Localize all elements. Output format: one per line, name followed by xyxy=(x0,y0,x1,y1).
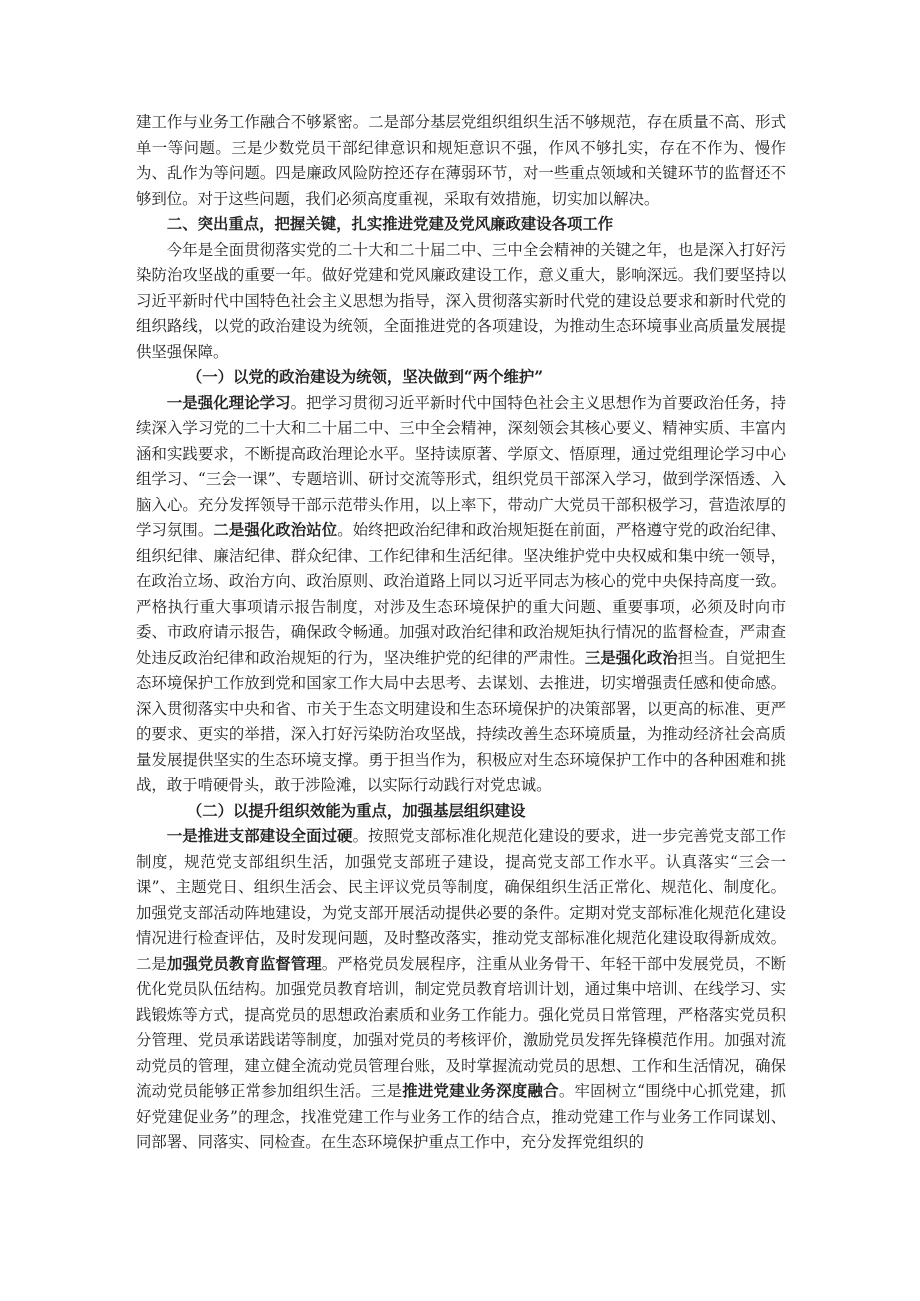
text-run: （二）以提升组织效能为重点，加强基层组织建设 xyxy=(186,801,526,820)
text-run: 担当。自觉把生态环境保护工作放到党和国家工作大局中去思考、去谋划、去推进，切实增强责任感和使命感。深入贯彻落实中央和省、市关于生态文明建设和生态环境保护的决策部署，以更高的标准、更严的要求、更实的举措，深入打好污染防治攻坚战，持续改善生态环境质量，为推动经济社会高质量发展提供坚实的生态环境支撑。勇于担当作为，积极应对生态环境保护工作中的各种困难和挑战，敢于啃硬骨头，敢于涉险滩，以实际行动践行对党忠诚。 xyxy=(136,648,786,794)
bold-phrase: 二是强化政治站位 xyxy=(213,521,338,539)
text-run: 。牢固树立“围绕中心抓党建，抓好党建促业务”的理念，找准党建工作与业务工作的结合点，推动党建工作与业务工作同谋划、同部署、同落实、同检查。在生态环境保护重点工作中，充分发挥党组织的 xyxy=(136,1082,786,1151)
text-run: 建工作与业务工作融合不够紧密。二是部分基层党组织组织生活不够规范，存在质量不高、形式单一等问题。三是少数党员干部纪律意识和规矩意识不强，作风不够扎实，存在不作为、慢作为、乱作为等问题。四是廉政风险防控还存在薄弱环节，对一些重点领域和关键环节的监督还不够到位。对于这些问题，我们必须高度重视，采取有效措施，切实加以解决。 xyxy=(136,113,786,208)
body-paragraph xyxy=(136,238,786,366)
document-page xyxy=(136,110,786,1156)
text-run: 。始终把政治纪律和政治规矩挺在前面，严格遵守党的政治纪律、组织纪律、廉洁纪律、群众纪律、工作纪律和生活纪律。坚决维护党中央权威和集中统一领导，在政治立场、政治方向、政治原则、政治道路上同以习近平同志为核心的党中央保持高度一致。严格执行重大事项请示报告制度，对涉及生态环境保护的重大问题、重要事项，必须及时向市委、市政府请示报告，确保政令畅通。加强对政治纪律和政治规矩执行情况的监督检查，严肃查处违反政治纪律和政治规矩的行为，坚决维护党的纪律的严肃性。 xyxy=(136,521,786,667)
bold-phrase: 三是强化政治 xyxy=(584,648,678,667)
section-heading xyxy=(136,212,786,238)
subsection-heading xyxy=(136,799,786,825)
text-run: （一）以党的政治建设为统领，坚决做到“两个维护” xyxy=(186,368,544,386)
bold-phrase: 加强党员教育监督管理 xyxy=(166,954,322,973)
text-run: 今年是全面贯彻落实党的二十大和二十届二中、三中全会精神的关键之年，也是深入打好污染防治攻坚战的重要一年。做好党建和党风廉政建设工作，意义重大，影响深远。我们要坚持以习近平新时代中国特色社会主义思想为指导，深入贯彻落实新时代党的建设总要求和新时代党的组织路线，以党的政治建设为统领，全面推进党的各项建设，为推动生态环境事业高质量发展提供坚强保障。 xyxy=(136,240,786,361)
bold-phrase: 一是推进支部建设全面过硬 xyxy=(166,827,353,845)
subsection-heading xyxy=(136,365,786,391)
bold-phrase: 一是强化理论学习 xyxy=(166,393,291,412)
bold-phrase: 推进党建业务深度融合 xyxy=(402,1082,559,1100)
text-run: 。严格党员发展程序，注重从业务骨干、年轻干部中发展党员，不断优化党员队伍结构。加强党员教育培训，制定党员教育培训计划，通过集中培训、在线学习、实践锻炼等方式，提高党员的思想政治素质和业务工作能力。强化党员日常管理，严格落实党员积分管理、党员承诺践诺等制度，加强对党员的考核评价，激励党员发挥先锋模范作用。加强对流动党员的管理，建立健全流动党员管理台账，及时掌握流动党员的思想、工作和生活情况，确保流动党员能够正常参加组织生活。三是 xyxy=(136,954,786,1100)
body-paragraph xyxy=(136,391,786,799)
text-run: 。按照党支部标准化规范化建设的要求，进一步完善党支部工作制度，规范党支部组织生活，加强党支部班子建设，提高党支部工作水平。认真落实“三会一课”、主题党日、组织生活会、民主评议党员等制度，确保组织生活正常化、规范化、制度化。加强党支部活动阵地建设，为党支部开展活动提供必要的条件。定期对党支部标准化规范化建设情况进行检查评估，及时发现问题，及时整改落实，推动党支部标准化规范化建设取得新成效。二是 xyxy=(136,827,786,973)
text-run: 二、突出重点，把握关键，扎实推进党建及党风廉政建设各项工作 xyxy=(166,215,614,233)
text-run: 。把学习贯彻习近平新时代中国特色社会主义思想作为首要政治任务，持续深入学习党的二十大和二十届二中、三中全会精神，深刻领会其核心要义、精神实质、丰富内涵和实践要求，不断提高政治理论水平。坚持读原著、学原文、悟原理，通过党组理论学习中心组学习、“三会一课”、专题培训、研讨交流等形式，组织党员干部深入学习，做到学深悟透、入脑入心。充分发挥领导干部示范带头作用，以上率下，带动广大党员干部积极学习，营造浓厚的学习氛围。 xyxy=(136,393,786,539)
body-paragraph xyxy=(136,110,786,212)
body-paragraph xyxy=(136,824,786,1156)
